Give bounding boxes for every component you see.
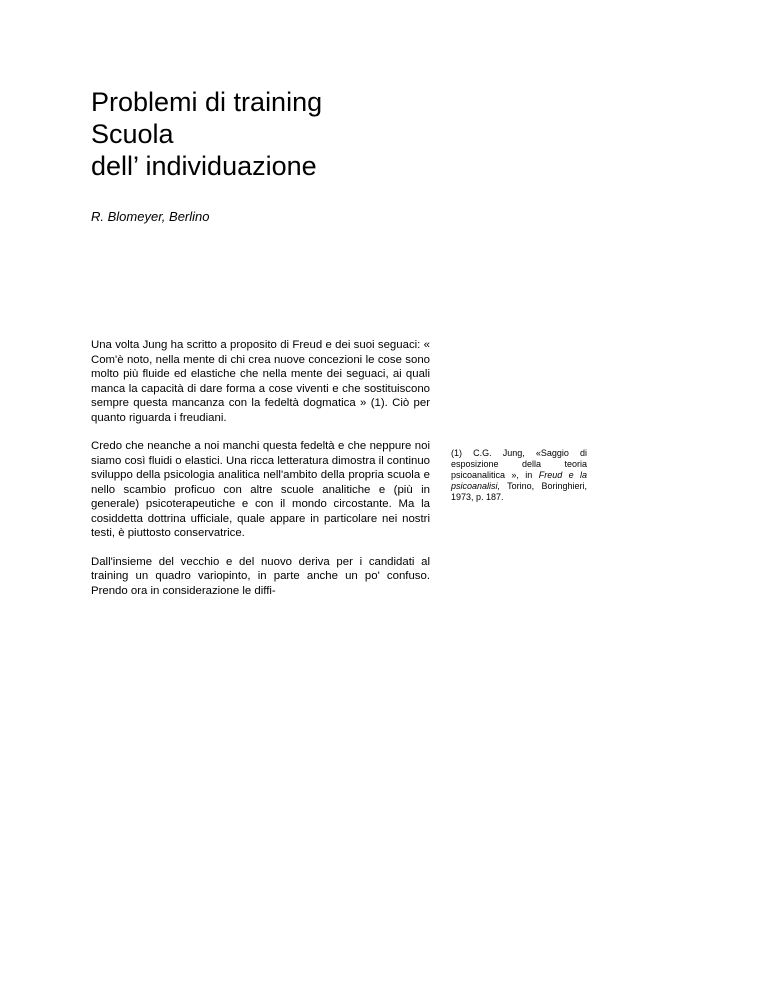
footnote [451,448,587,503]
paragraph-2: Credo che neanche a noi manchi questa fedeltà e che neppure noi siamo così fluidi o elastici. Una ricca letteratura dimostra il continuo sviluppo della psicologia analitica nell'ambito della propria scuola e nello scambio proficuo con altre scuole analitiche e (più in generale) psicoterapeutiche e con il mondo circostante. Ma la cosiddetta dottrina ufficiale, quale appare in particolare nei nostri testi, è piuttosto conservatrice. [91,440,430,539]
paragraph-1: Una volta Jung ha scritto a proposito di Freud e dei suoi seguaci: « Com'è noto, nella mente di chi crea nuove concezioni le cose sono molto più fluide ed elastiche che nella mente dei seguaci, ai quali manca la capacità di dare forma a cose viventi e che sostituiscono sempre questa mancanza con la fedeltà dogmatica » (1). Ciò per quanto riguarda i freudiani. [91,339,430,424]
title-line-3: dell’ individuazione [91,151,317,181]
footnote-book-title: Freud e la psicoanalisi, [451,470,587,491]
footnote-publisher: Torino, Boringhieri, 1973, p. 187. [451,481,587,502]
author-line: R. Blomeyer, Berlino [91,209,210,224]
title-line-2: Scuola [91,119,174,149]
paragraph-3: Dall'insieme del vecchio e del nuovo deriva per i candidati al training un quadro variopinto, in parte anche un po' confuso. Prendo ora in considerazione le diffi- [91,555,430,597]
footnote-text: (1) C.G. Jung, «Saggio di esposizione della teoria psicoanalitica », in [451,448,587,480]
body-text-column [91,338,430,612]
title-line-1: Problemi di training [91,87,323,117]
document-title [91,86,491,182]
